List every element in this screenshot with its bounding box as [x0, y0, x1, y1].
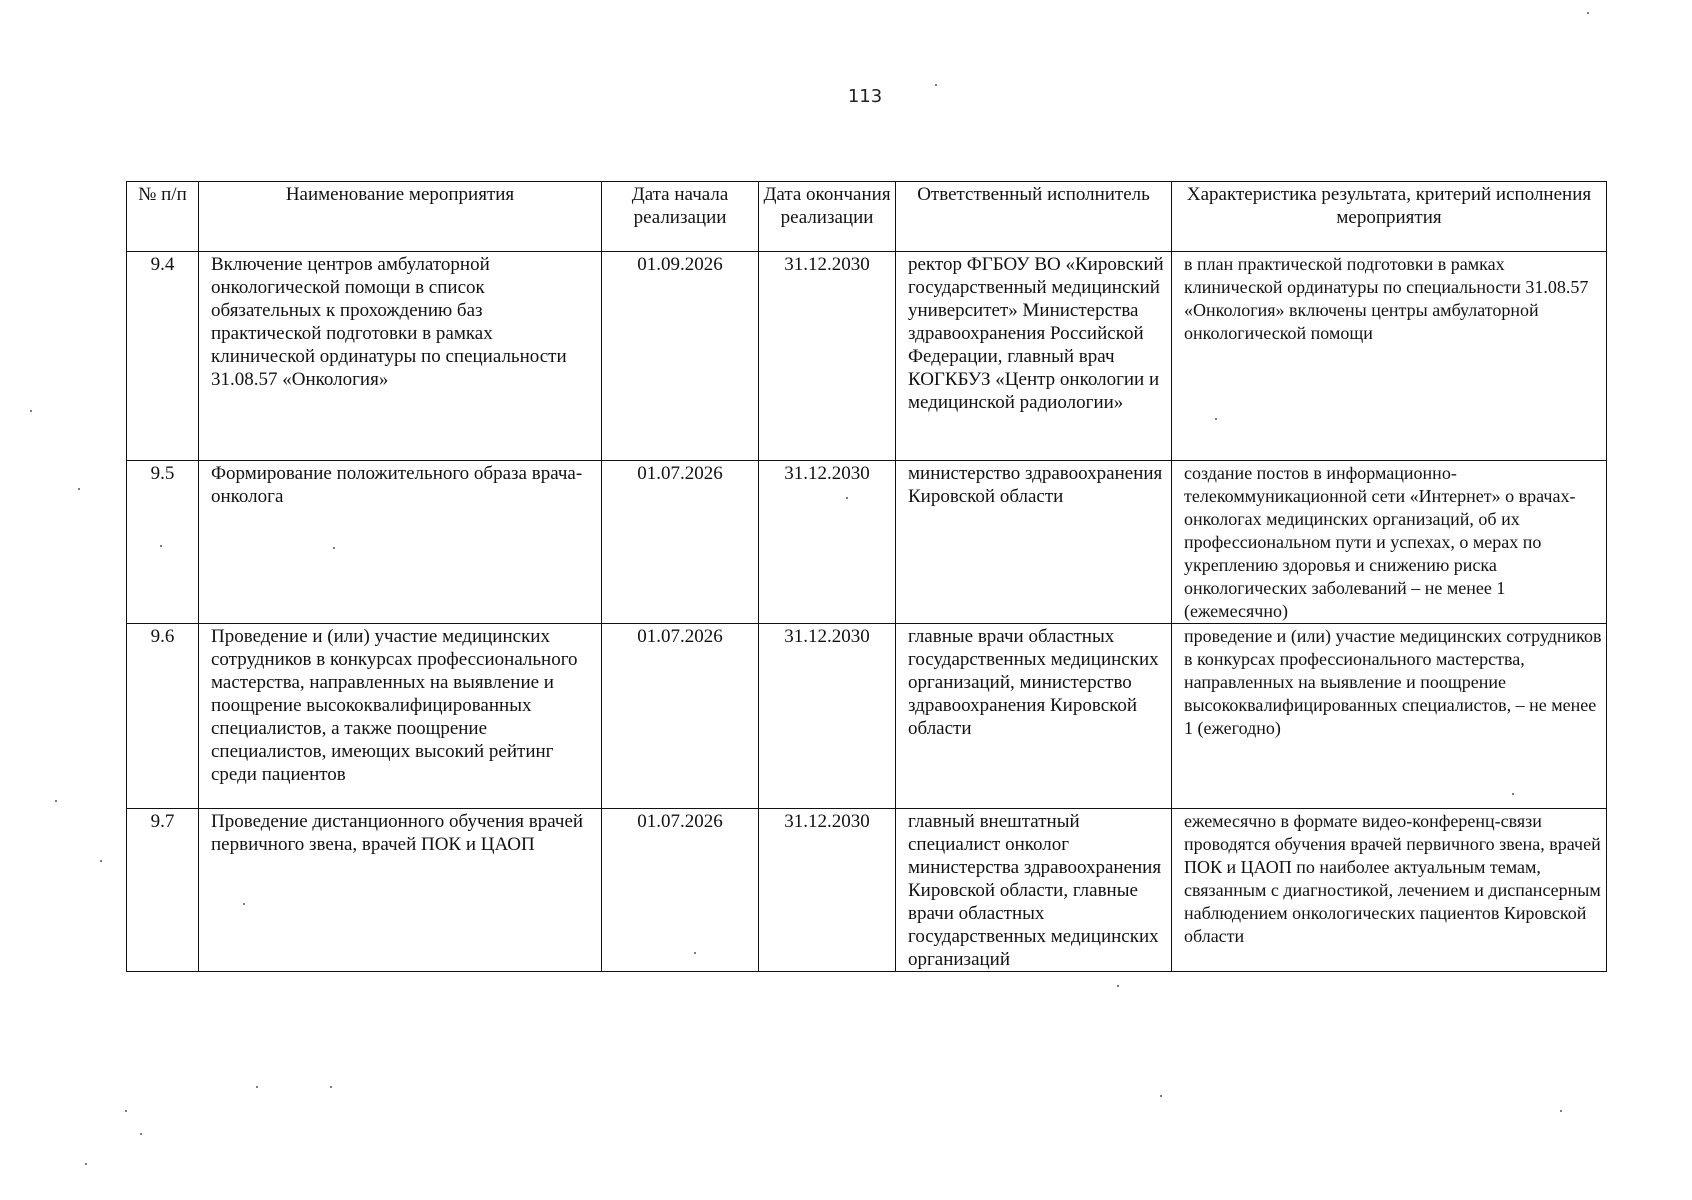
row-num: 9.5 [127, 461, 199, 624]
scan-speck [85, 1163, 87, 1165]
row-result: ежемесячно в формате видео-конференц-связи проводятся обучения врачей первичного звена, врачей ПОК и ЦАОП по наиболее актуальным темам, связанным с диагностикой, лечением и диспансерным наблюдением онкологических пациентов Кировской области [1172, 809, 1607, 972]
table-row [127, 252, 1607, 461]
row-name: Проведение и (или) участие медицинских сотрудников в конкурсах профессионального мастерства, направленных на выявление и поощрение высококвалифицированных специалистов, а также поощрение специалистов, имеющих высокий рейтинг среди пациентов [199, 624, 602, 809]
scan-speck [125, 1110, 127, 1112]
row-num: 9.4 [127, 252, 199, 461]
scan-speck [1512, 793, 1514, 795]
scan-speck [846, 497, 848, 499]
table-row [127, 809, 1607, 972]
scan-speck [30, 410, 32, 412]
header-name: Наименование мероприятия [199, 182, 602, 252]
header-start-date: Дата начала реализации [602, 182, 759, 252]
row-result: создание постов в информационно-телекоммуникационной сети «Интернет» о врачах-онкологах медицинских организаций, об их профессиональном пути и успехах, о мерах по укреплению здоровья и снижению риска онкологических заболеваний – не менее 1 (ежемесячно) [1172, 461, 1607, 624]
row-num: 9.6 [127, 624, 199, 809]
scan-speck [78, 488, 80, 490]
scan-speck [140, 1133, 142, 1135]
row-result: в план практической подготовки в рамках клинической ординатуры по специальности 31.08.57 «Онкология» включены центры амбулаторной онкологической помощи [1172, 252, 1607, 461]
scan-speck [1160, 1095, 1162, 1097]
scan-speck [1117, 985, 1119, 987]
row-end-date: 31.12.2030 [759, 461, 896, 624]
header-end-date: Дата окончания реализации [759, 182, 896, 252]
scan-speck [935, 84, 937, 86]
scan-speck [694, 952, 696, 954]
row-end-date: 31.12.2030 [759, 809, 896, 972]
header-num: № п/п [127, 182, 199, 252]
scan-speck [1587, 12, 1589, 14]
scan-speck [100, 860, 102, 862]
row-executor: главные врачи областных государственных медицинских организаций, министерство здравоохранения Кировской области [896, 624, 1172, 809]
row-name: Проведение дистанционного обучения врачей первичного звена, врачей ПОК и ЦАОП [199, 809, 602, 972]
scan-speck [1215, 418, 1217, 420]
row-start-date: 01.07.2026 [602, 624, 759, 809]
row-start-date: 01.07.2026 [602, 461, 759, 624]
scan-speck [256, 1086, 258, 1088]
row-name: Формирование положительного образа врача-онколога [199, 461, 602, 624]
scan-speck [243, 903, 245, 905]
row-start-date: 01.09.2026 [602, 252, 759, 461]
row-end-date: 31.12.2030 [759, 252, 896, 461]
table-header-row [127, 182, 1607, 252]
table-row [127, 624, 1607, 809]
row-end-date: 31.12.2030 [759, 624, 896, 809]
row-result: проведение и (или) участие медицинских сотрудников в конкурсах профессионального мастерства, направленных на выявление и поощрение высококвалифицированных специалистов, – не менее 1 (ежегодно) [1172, 624, 1607, 809]
scan-speck [1560, 1110, 1562, 1112]
scan-speck [330, 1086, 332, 1088]
header-executor: Ответственный исполнитель [896, 182, 1172, 252]
row-start-date: 01.07.2026 [602, 809, 759, 972]
row-name: Включение центров амбулаторной онкологической помощи в список обязательных к прохождению баз практической подготовки в рамках клинической ординатуры по специальности 31.08.57 «Онкология» [199, 252, 602, 461]
header-result: Характеристика результата, критерий исполнения мероприятия [1172, 182, 1607, 252]
table-row [127, 461, 1607, 624]
page-number: 113 [847, 86, 883, 107]
row-executor: ректор ФГБОУ ВО «Кировский государственный медицинский университет» Министерства здравоохранения Российской Федерации, главный врач КОГКБУЗ «Центр онкологии и медицинской радиологии» [896, 252, 1172, 461]
row-executor: министерство здравоохранения Кировской области [896, 461, 1172, 624]
row-executor: главный внештатный специалист онколог министерства здравоохранения Кировской области, главные врачи областных государственных медицинских организаций [896, 809, 1172, 972]
scan-speck [333, 547, 335, 549]
scan-speck [55, 800, 57, 802]
activities-table [126, 181, 1607, 972]
scan-speck [160, 545, 162, 547]
row-num: 9.7 [127, 809, 199, 972]
